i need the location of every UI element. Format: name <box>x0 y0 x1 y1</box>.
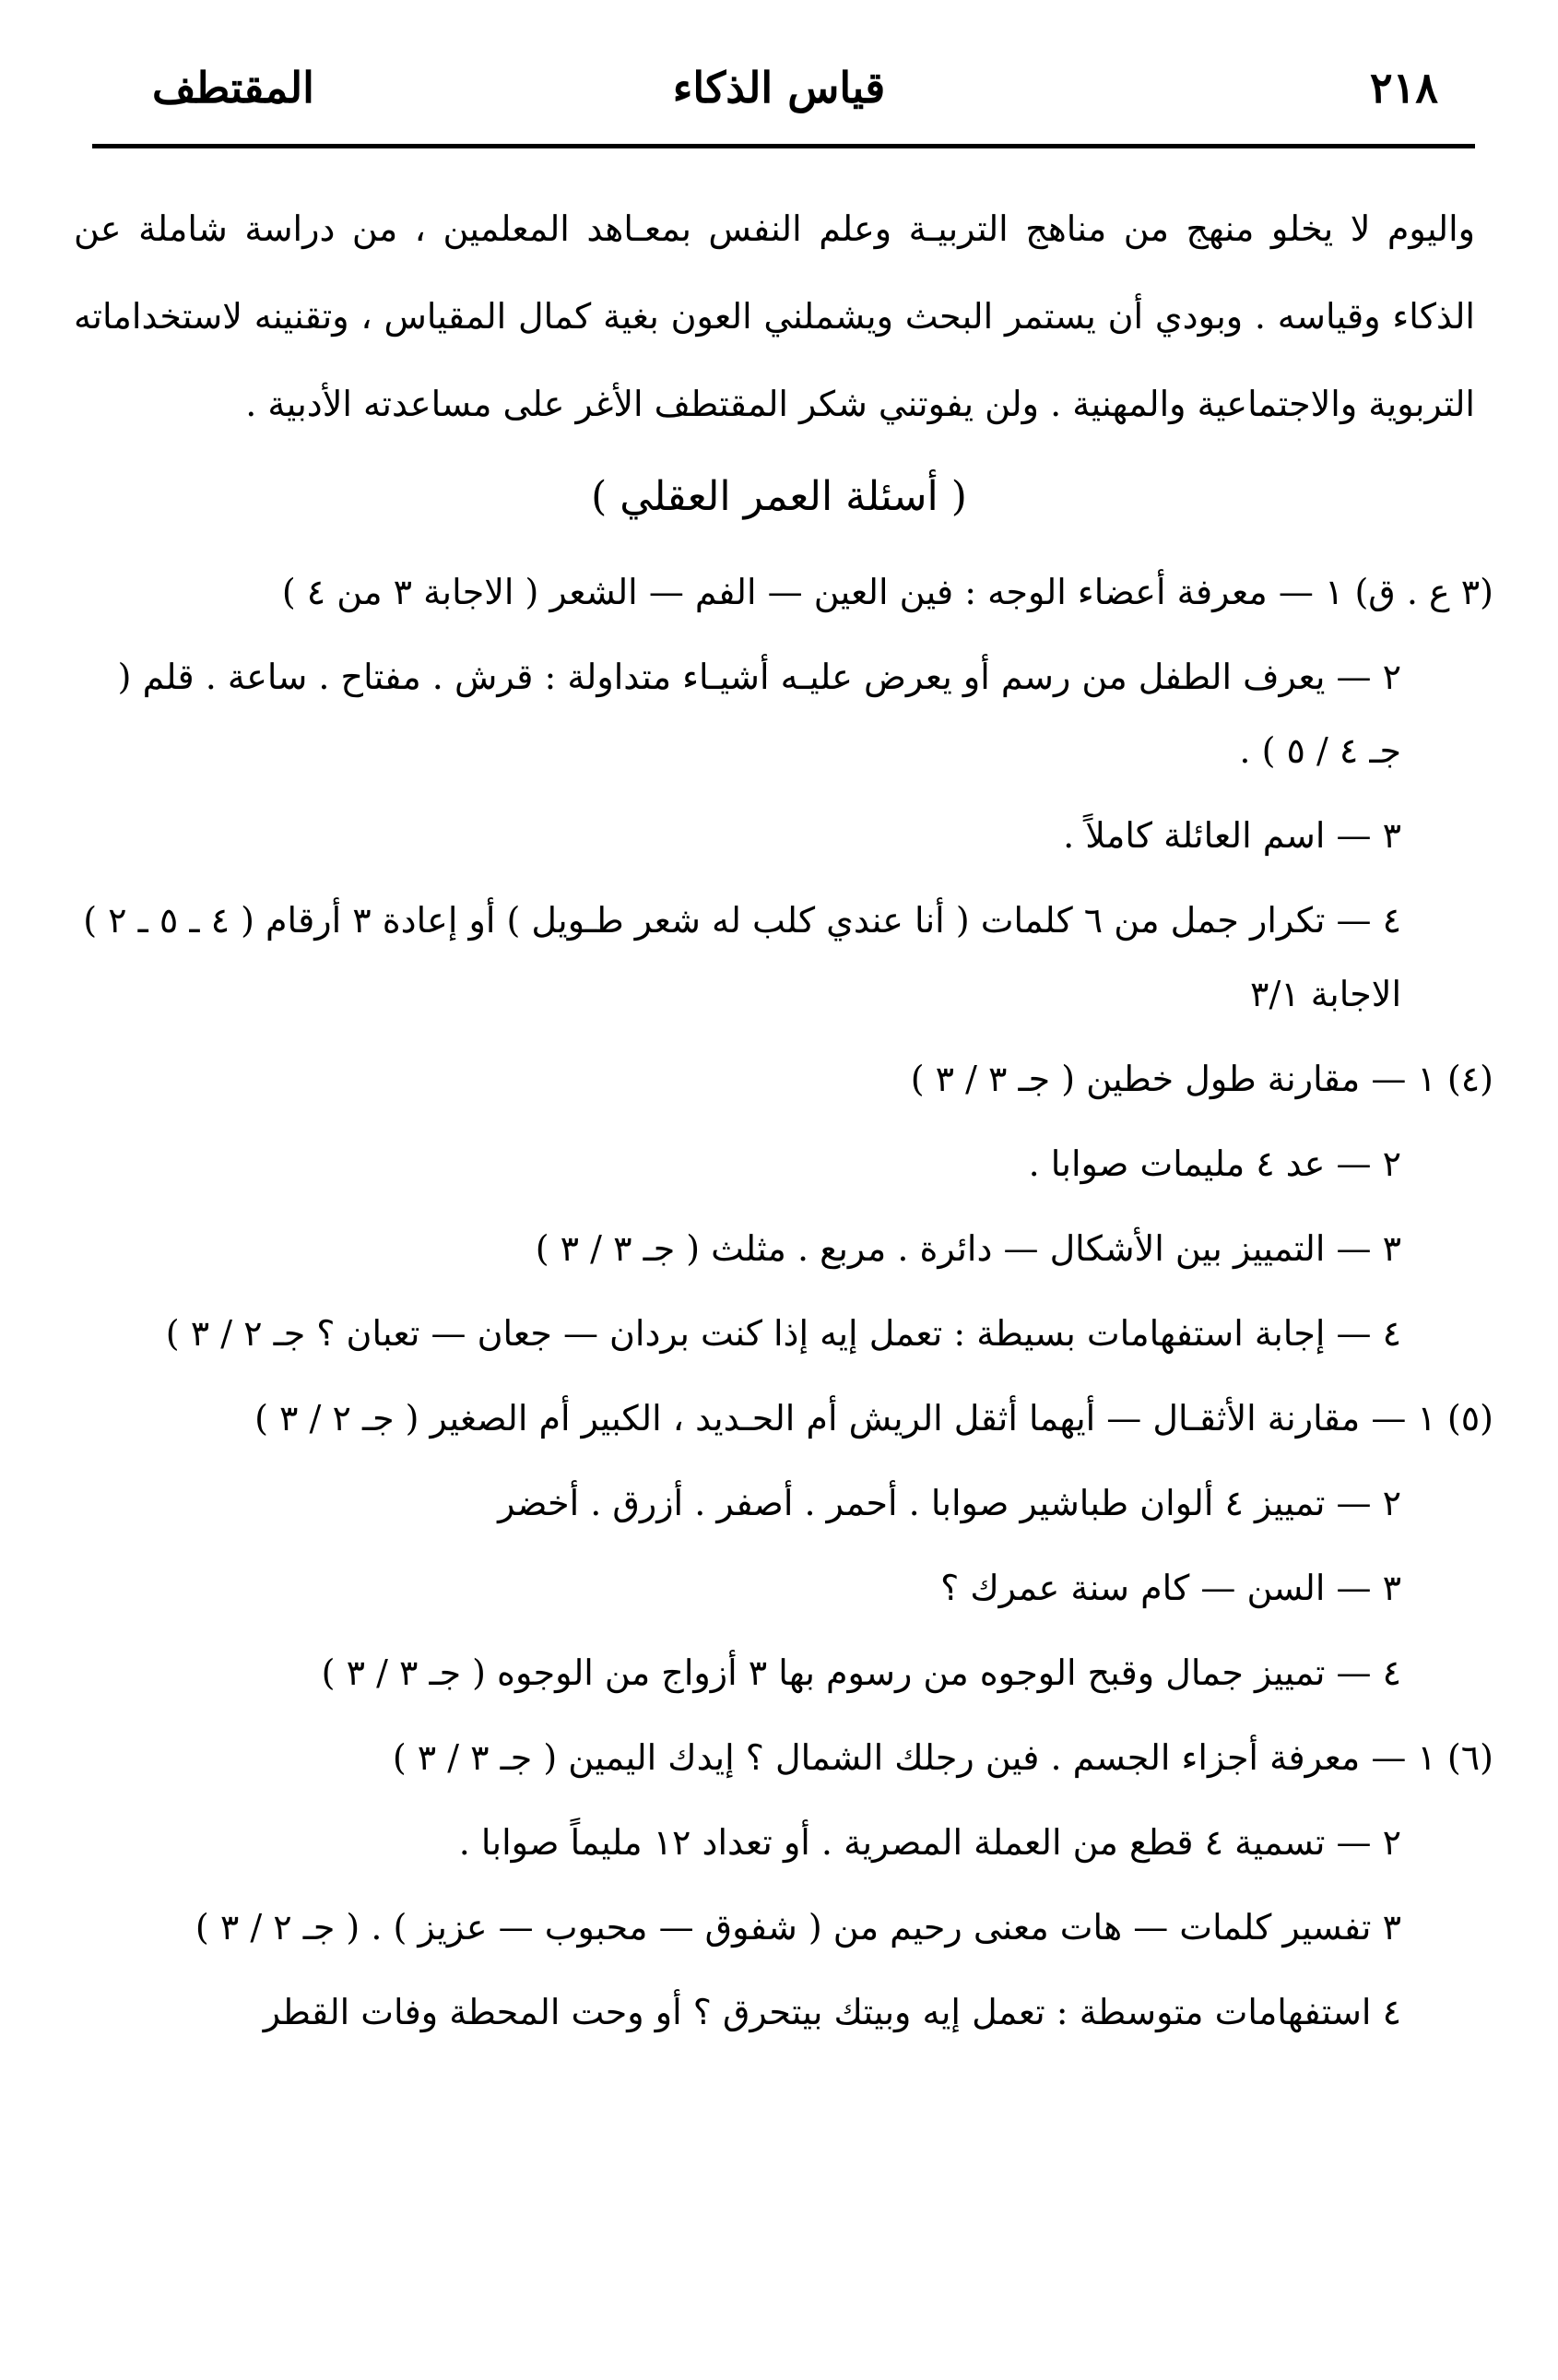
question-item: (٤) ١ — مقارنة طول خطين ( جـ ٣ / ٣ ) <box>910 1059 1493 1099</box>
section-title: ( أسئلة العمر العقلي ) <box>591 473 967 520</box>
question-item: ٤ — تمييز جمال وقبح الوجوه من رسوم بها ٣ أزواج من الوجوه ( جـ ٣ / ٣ ) <box>321 1652 1401 1693</box>
chapter-title: قياس الذكاء <box>672 63 886 112</box>
journal-name: المقتطف <box>152 63 314 112</box>
question-list <box>65 555 1493 2049</box>
question-item: (٥) ١ — مقارنة الأثقـال — أيهما أثقل الريش أم الحـديد ، الكبير أم الصغير ( جـ ٢ / ٣ ) <box>254 1398 1493 1439</box>
header-rule <box>92 144 1475 148</box>
intro-paragraph: واليوم لا يخلو منهج من مناهج التربيـة وعلم النفس بمعـاهد المعلمين ، من دراسة شاملة عن الذكاء وقياسه . وبودي أن يستمر البحث ويشملني العون بغية كمال المقياس ، وتقنينه لاستخداماته التربوية والاجتماعية والمهنية . ولن يفوتني شكر المقتطف الأغر على مساعدته الأدبية . <box>74 208 1475 424</box>
question-item: ٤ — إجابة استفهامات بسيطة : تعمل إيه إذا كنت بردان — جعان — تعبان ؟ جـ ٢ / ٣ ) <box>165 1313 1401 1354</box>
question-item: ٣ — التمييز بين الأشكال — دائرة . مربع . مثلث ( جـ ٣ / ٣ ) <box>535 1228 1401 1269</box>
question-item: ٤ استفهامات متوسطة : تعمل إيه وبيتك بيتحرق ؟ أو وحت المحطة وفات القطر <box>263 1992 1401 2032</box>
question-item: ٣ — اسم العائلة كاملاً . <box>1063 815 1401 856</box>
question-item: (٣ ع . ق) ١ — معرفة أعضاء الوجه : فين العين — الفم — الشعر ( الاجابة ٣ من ٤ ) <box>281 572 1493 612</box>
question-item: (٦) ١ — معرفة أجزاء الجسم . فين رجلك الشمال ؟ إيدك اليمين ( جـ ٣ / ٣ ) <box>392 1737 1493 1778</box>
question-item: ٣ تفسير كلمات — هات معنى رحيم من ( شفوق — محبوب — عزيز ) . ( جـ ٢ / ٣ ) <box>195 1907 1401 1948</box>
question-item: ٢ — تسمية ٤ قطع من العملة المصرية . أو تعداد ١٢ مليماً صوابا . <box>458 1822 1401 1863</box>
question-item: ٣ — السن — كام سنة عمرك ؟ <box>940 1568 1401 1608</box>
question-item: ٢ — يعرف الطفل من رسم أو يعرض عليـه أشيـاء متداولة : قرش . مفتاح . ساعة . قلم ( جـ ٤ / ٥ ) . <box>117 657 1401 771</box>
running-header <box>65 55 1493 138</box>
question-item: ٢ — عد ٤ مليمات صوابا . <box>1028 1143 1401 1184</box>
question-item: ٤ — تكرار جمل من ٦ كلمات ( أنا عندي كلب له شعر طـويل ) أو إعادة ٣ أرقام ( ٤ ـ ٥ ـ ٢ ) الاجابة ٣/١ <box>83 900 1401 1014</box>
page-number: ٢١٨ <box>1369 63 1438 112</box>
question-item: ٢ — تمييز ٤ ألوان طباشير صوابا . أحمر . أصفر . أزرق . أخضر <box>498 1483 1401 1523</box>
